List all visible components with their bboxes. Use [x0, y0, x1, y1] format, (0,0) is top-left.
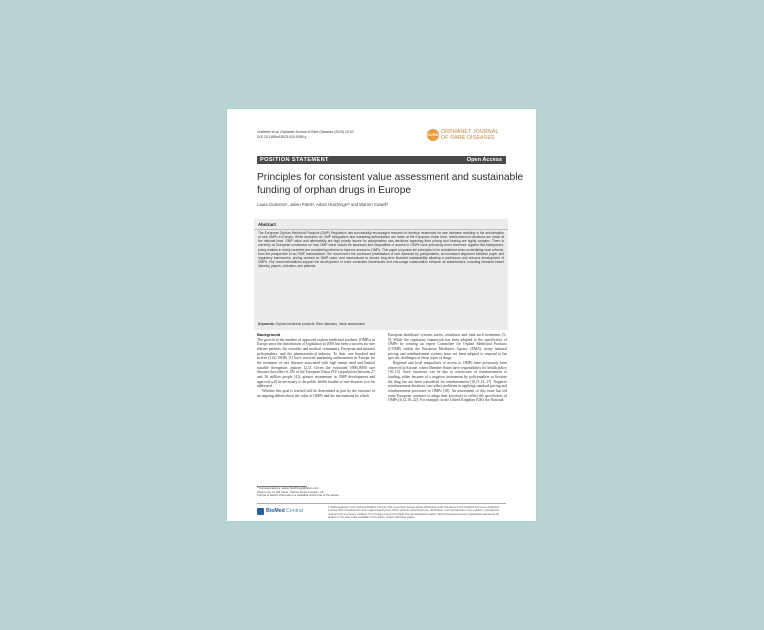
license-text: © 2015 Gutierrez et al.; licensee BioMed Central. This is an Open Access article distributed under the terms of the Creative Commons Attribution License (http://creativecommons.org/licenses/by/4.0), which permits unrestricted use, distribution, and reproduction in any medium, provided the original work is properly credited. The Creative Commons Public Domain Dedication waiver (http://creativecommons.org/publicdomain/zero/1.0/) applies to the data made available in this article, unless otherwise stated. — [328, 506, 500, 520]
correspondence-footnote[interactable]: * Correspondence: adam.hutchings@dolon.com — [257, 486, 319, 490]
abstract-divider — [254, 229, 508, 230]
journal-logo-name — [441, 129, 531, 141]
publisher-name-bold: BioMed — [266, 508, 285, 514]
open-access-label: Open Access — [466, 157, 502, 163]
publisher-name — [266, 507, 303, 516]
keywords-label: Keywords: — [258, 322, 275, 326]
affiliation-footnote: ²Dolon Ltd, 17 Hill Close, Carlton Road, London, UK — [257, 489, 324, 494]
body-paragraph: Whether this goal is reached will be determined in part by the outcome of an ongoing debate about the value of OMPs and the mechanisms by which — [257, 388, 375, 398]
article-type: POSITION STATEMENT — [260, 157, 329, 163]
abstract-box — [254, 219, 508, 330]
publisher-logo — [257, 507, 317, 517]
citation-block — [257, 130, 397, 139]
abstract-heading: Abstract — [258, 222, 276, 227]
body-paragraph: Regional and local inequalities of access to OMPs have previously been observed in Europe, where Member States have responsibility for health policy [10–13]. Such variations can be due to restrictions of reimbursement or funding, either because of a negative assessment by policymakers or because the drug has not been considered for reimbursement [10,11,14–17]. Negative reimbursement decisions can reflect problems in applying standard pricing and reimbursement processes to OMPs [18]. An assessment of this issue has led some European countries to adapt their processes to reflect the specificities of OMPs [6,12,19–22]. For example, in the United Kingdom (UK) the National — [388, 360, 507, 403]
publisher-divider — [257, 503, 506, 504]
author-list: Laura Gutierrez¹, Julien Patris², Adam Hutchings²* and Warren Cowell³ — [257, 202, 388, 207]
keywords: Orphan medicinal products, Rare diseases, Value assessment — [275, 322, 366, 326]
journal-citation: Gutierrez et al. Orphanet Journal of Rare Diseases (2015) 10:53 — [257, 130, 354, 134]
doi[interactable]: DOI 10.1186/s13023-015-0269-y — [257, 134, 307, 139]
biomed-central-icon — [257, 508, 264, 515]
keywords-line — [258, 322, 504, 326]
author-info-footnote: Full list of author information is available at the end of the article — [257, 493, 339, 498]
body-paragraph: The growth in the number of approved orphan medicinal products (OMPs) in Europe since the introduction of legislation in 2000 has been a success for rare disease patients, the scientific and medical community, European and national policymakers, and the pharmaceutical industry. To date, one hundred and twelve (112) OMPs [1] have received marketing authorisation in Europe for the treatment of rare diseases associated with high unmet need and limited suitable therapeutic options [2,3]. Given the estimated 5000–8000 rare diseases that affect 6–8% of the European Union (EU) population (between 27 and 36 million people [4]), greater momentum in OMP development and approval will be necessary if the public health burden of rare diseases is to be addressed. — [257, 337, 375, 389]
publisher-name-light: Central — [284, 508, 303, 514]
journal-name-line1: ORPHANET JOURNAL — [441, 129, 499, 135]
footnotes — [257, 487, 375, 498]
article-type-bar — [257, 156, 506, 164]
journal-name-line2: OF RARE DISEASES — [441, 135, 495, 141]
journal-logo — [427, 128, 527, 142]
journal-logo-mark: OJRD — [427, 129, 439, 141]
body-column-right — [388, 333, 507, 403]
section-heading-background: Background — [257, 332, 281, 337]
body-paragraph: European healthcare systems assess, reimburse and fund such treatments [5–9]. While the regulatory framework has been adapted to the specificities of OMPs by creating an expert Committee for Orphan Medicinal Products (COMP) within the European Medicines Agency (EMA), many national pricing and reimbursement systems have not been adapted to respond to the specific challenges of these types of drugs. — [388, 333, 507, 361]
paper-page — [227, 109, 536, 521]
article-title: Principles for consistent value assessment and sustainable funding of orphan drugs in Europe — [257, 172, 524, 196]
body-column-left — [257, 333, 375, 398]
abstract-text: The European Orphan Medicinal Products (OMP) Regulation has successfully encouraged research to develop treatments for rare diseases resulting in the authorisation of new OMPs in Europe. While decisions on OMP designation and marketing authorisation are made at the European Union level, reimbursement decisions are made at the national level. OMP value and affordability are high priority issues for policymakers and decisions regarding their pricing and funding are highly complex. There is currently no European consensus on how OMP value should be assessed and inequalities of access to OMPs have previously been observed. Against this background, policy makers in many countries are considering reforms to improve access to OMPs. This paper proposes ten principles to be considered when undertaking such reforms, from the perspective of an OMP manufacturer. We recommend the continued prioritisation of rare diseases by policymakers, an increased alignment between payer and regulatory frameworks, pricing centred on OMP value, and mechanisms to ensure long-term financial sustainability allowing a continuous and virtuous development of OMPs. Our recommendations support the development of more consistent frameworks and encourage collaboration between all stakeholders, including research-based industry, payers, clinicians, and patients. — [258, 231, 504, 269]
